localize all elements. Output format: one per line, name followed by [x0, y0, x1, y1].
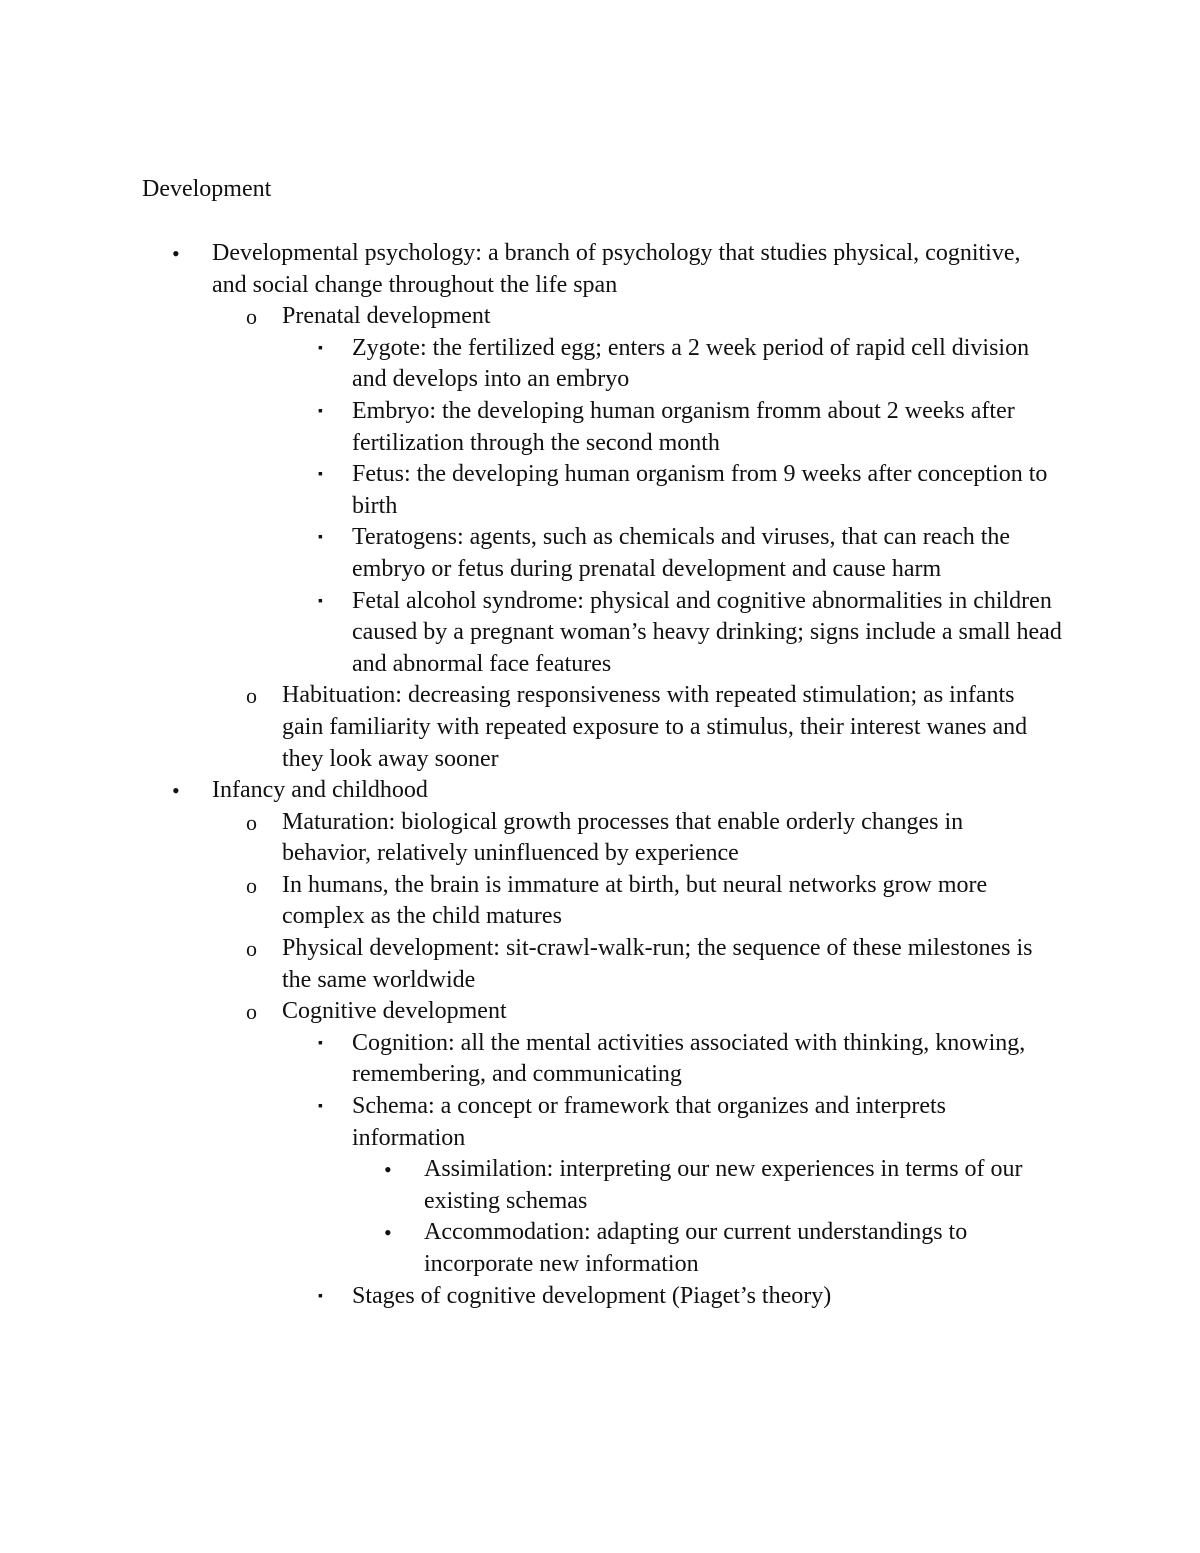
outline-item-text: Cognition: all the mental activities associated with thinking, knowing, remembering, and communicating — [352, 1029, 1026, 1088]
circle-marker-icon: o — [246, 809, 257, 835]
square-marker-icon: ▪ — [318, 467, 323, 483]
outline-item-text: Assimilation: interpreting our new experiences in terms of our existing schemas — [424, 1156, 1023, 1214]
outline-item-level-3 — [0, 1028, 1062, 1091]
outline-item-level-3 — [0, 396, 1062, 459]
outline-item-level-3 — [0, 1281, 1062, 1313]
outline-item-level-2 — [0, 301, 1052, 333]
circle-marker-icon: o — [246, 872, 257, 898]
square-marker-icon: ▪ — [318, 1099, 323, 1115]
outline-item-level-1 — [0, 775, 1052, 807]
outline-item-text: Developmental psychology: a branch of psychology that studies physical, cognitive, and social change throughout the life span — [212, 240, 1021, 298]
bullet-marker-icon: • — [172, 241, 180, 266]
outline-item-text: In humans, the brain is immature at birth, but neural networks grow more complex as the child matures — [282, 871, 988, 930]
outline-item-text: Accommodation: adapting our current understandings to incorporate new information — [424, 1219, 968, 1277]
circle-marker-icon: o — [246, 304, 257, 330]
outline-item-text: Stages of cognitive development (Piaget’s theory) — [352, 1282, 832, 1309]
square-marker-icon: ▪ — [318, 530, 323, 546]
outline-item-text: Physical development: sit-crawl-walk-run; the sequence of these milestones is the same worldwide — [282, 935, 1033, 993]
outline-item-level-3 — [0, 1091, 1062, 1154]
outline-item-text: Fetus: the developing human organism from 9 weeks after conception to birth — [352, 461, 1048, 519]
outline-item-text: Cognitive development — [282, 998, 507, 1025]
document-title: Development — [142, 176, 272, 202]
outline-item-level-2 — [0, 996, 1052, 1028]
outline-item-level-3 — [0, 333, 1062, 396]
outline-item-text: Maturation: biological growth processes that enable orderly changes in behavior, relatively uninfluenced by experience — [282, 808, 964, 867]
outline-item-level-3 — [0, 586, 1062, 681]
circle-marker-icon: o — [246, 936, 257, 962]
outline-item-text: Schema: a concept or framework that organizes and interprets information — [352, 1093, 946, 1151]
square-marker-icon: ▪ — [318, 1288, 323, 1304]
outline-item-text: Infancy and childhood — [212, 777, 428, 804]
outline-item-level-3 — [0, 459, 1062, 522]
outline-item-text: Habituation: decreasing responsiveness with repeated stimulation; as infants gain familiarity with repeated exposure to a stimulus, their interest wanes and they look away sooner — [282, 682, 1028, 772]
outline-item-text: Teratogens: agents, such as chemicals and viruses, that can reach the embryo or fetus during prenatal development and cause harm — [352, 524, 1011, 582]
outline-item-text: Fetal alcohol syndrome: physical and cognitive abnormalities in children caused by a pregnant woman’s heavy drinking; signs include a small head and abnormal face features — [352, 587, 1062, 677]
outline-item-level-2 — [0, 807, 1052, 870]
outline-item-text: Prenatal development — [282, 303, 491, 330]
outline-item-level-2 — [0, 933, 1052, 996]
outline-item-level-4 — [0, 1154, 1064, 1217]
outline-item-level-3 — [0, 522, 1062, 585]
outline-item-text: Embryo: the developing human organism fromm about 2 weeks after fertilization through the second month — [352, 397, 1015, 456]
outline-item-level-2 — [0, 680, 1052, 775]
bullet-marker-icon: • — [384, 1157, 392, 1183]
circle-marker-icon: o — [246, 683, 257, 709]
square-marker-icon: ▪ — [318, 340, 323, 356]
outline-item-level-2 — [0, 870, 1052, 933]
bullet-marker-icon: • — [384, 1220, 392, 1246]
square-marker-icon: ▪ — [318, 403, 323, 419]
outline-list — [0, 238, 1200, 1312]
square-marker-icon: ▪ — [318, 1035, 323, 1051]
square-marker-icon: ▪ — [318, 593, 323, 609]
circle-marker-icon: o — [246, 999, 257, 1025]
outline-item-level-4 — [0, 1217, 1064, 1280]
outline-item-text: Zygote: the fertilized egg; enters a 2 week period of rapid cell division and develops into an embryo — [352, 334, 1030, 393]
bullet-marker-icon: • — [172, 778, 180, 804]
outline-item-level-1 — [0, 238, 1052, 301]
